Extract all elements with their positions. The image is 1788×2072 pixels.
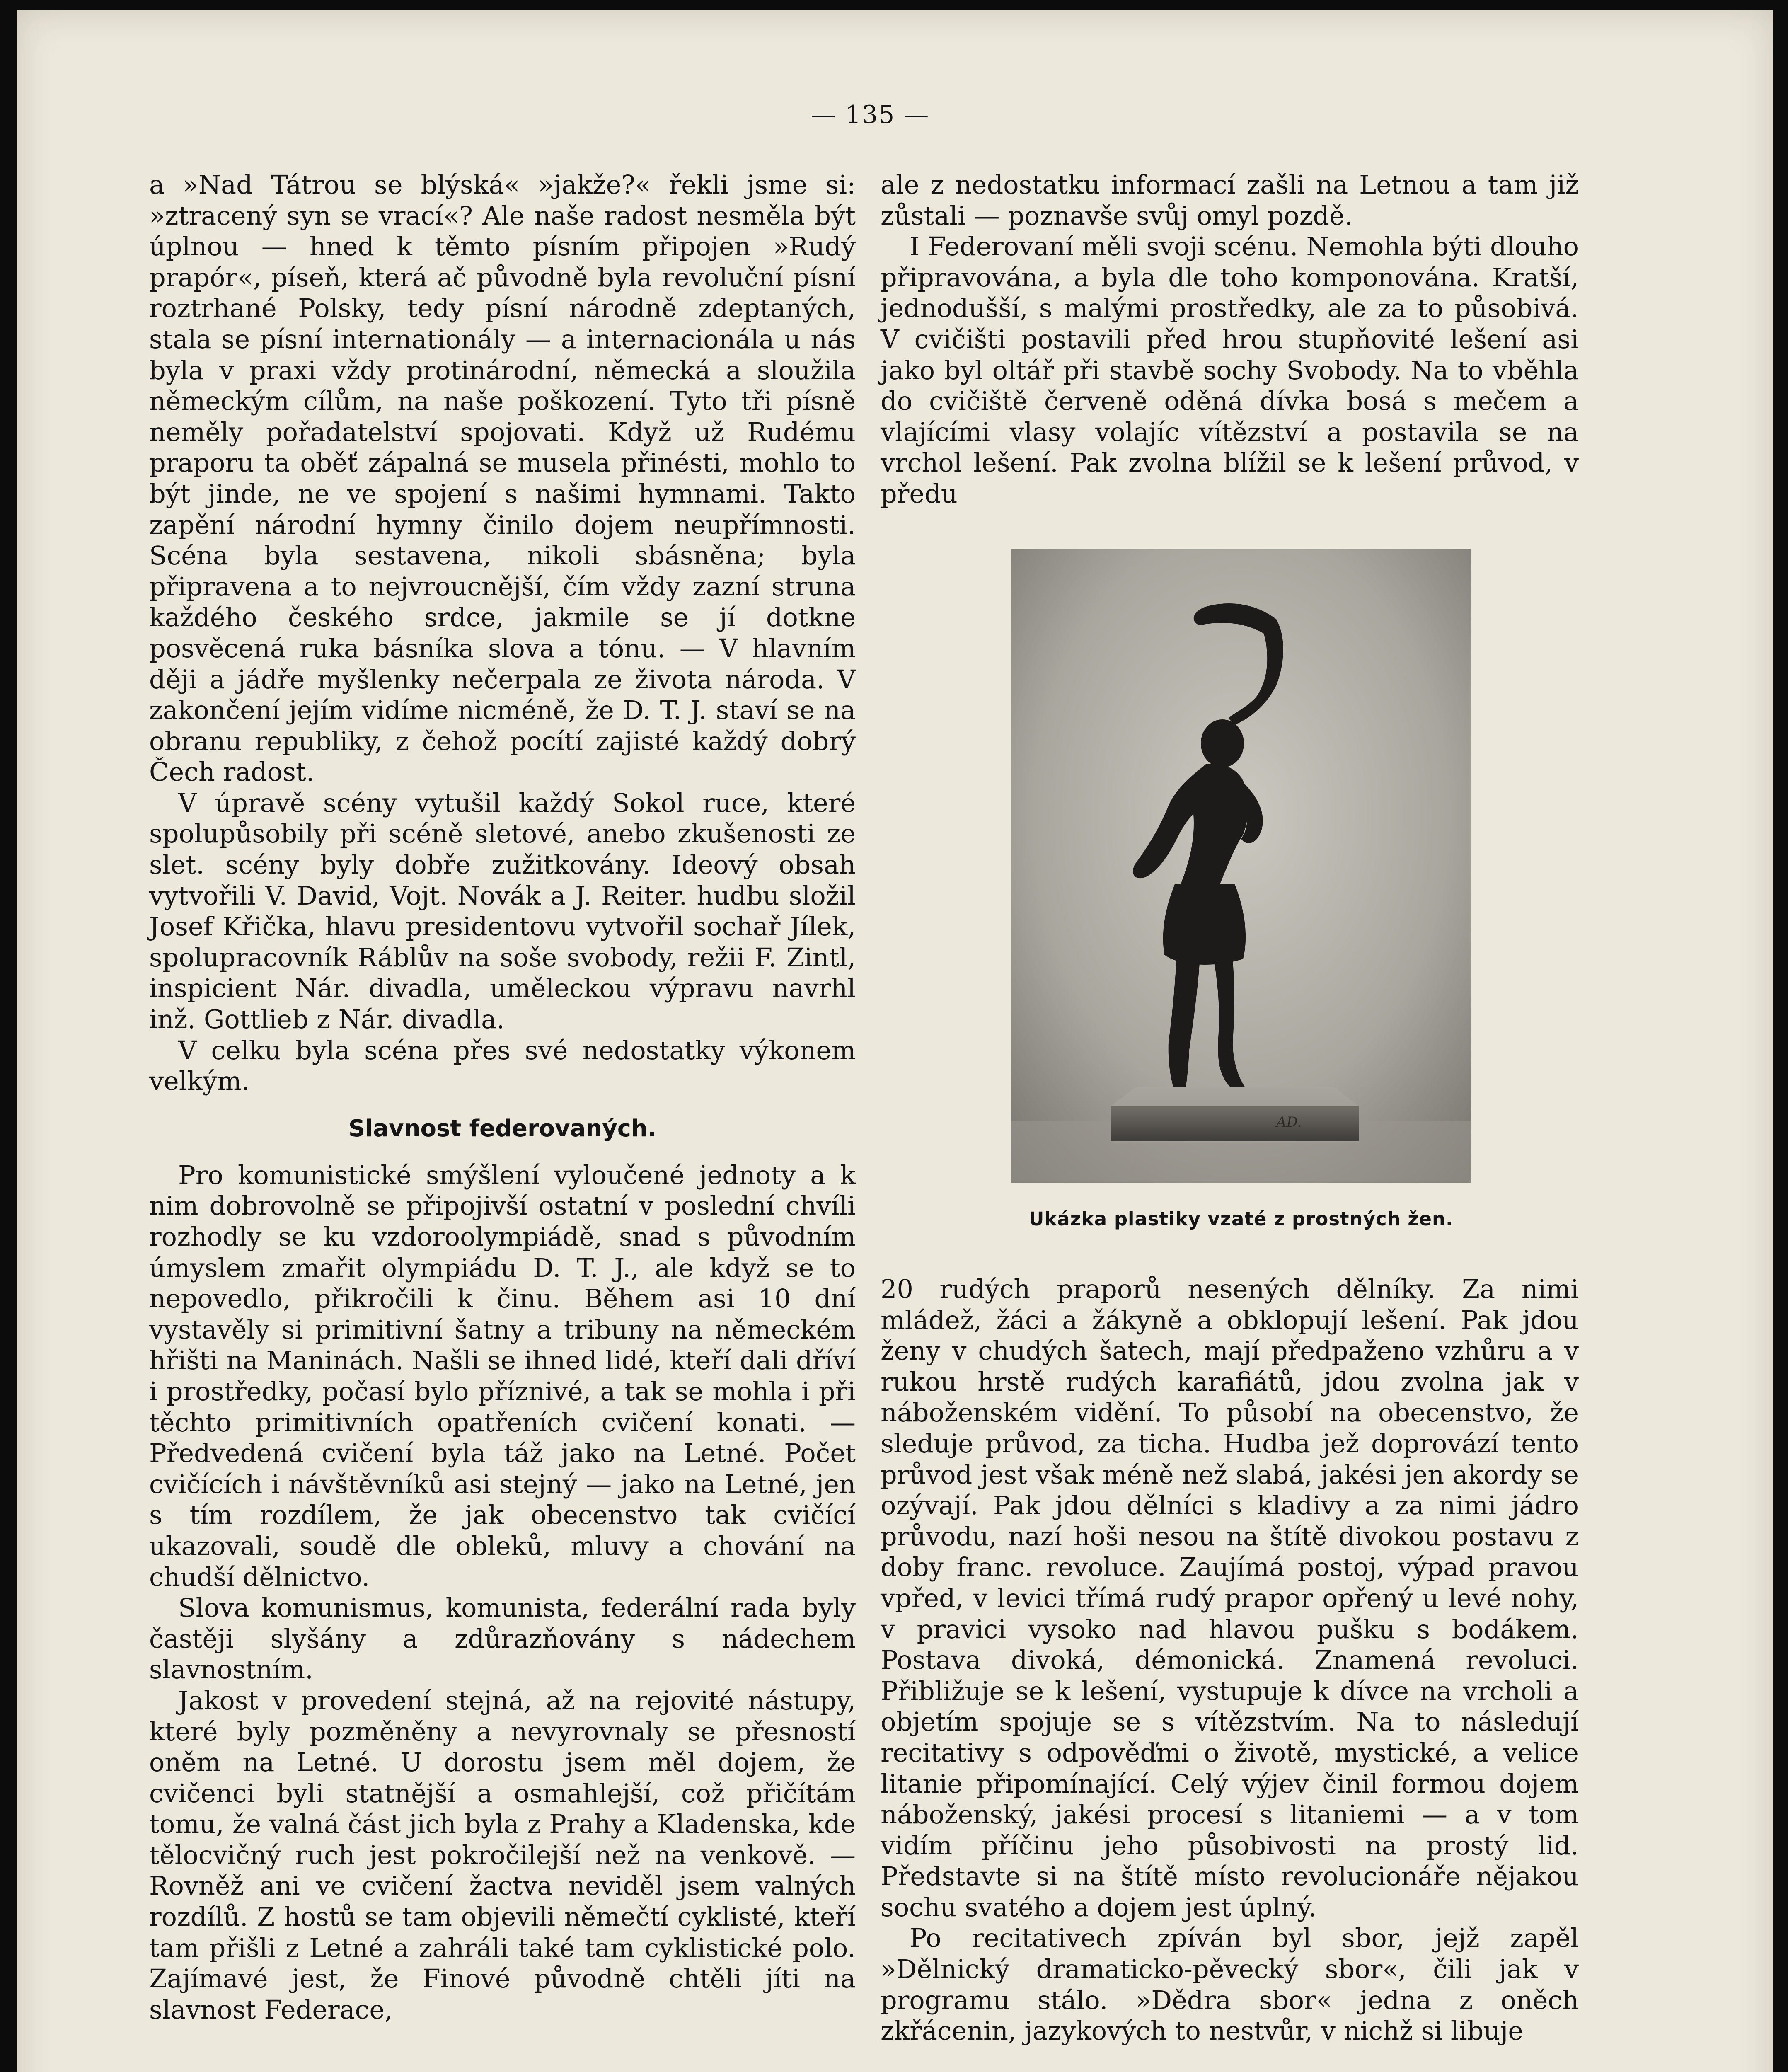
paragraph: V úpravě scény vytušil každý Sokol ruce, které spolupůsobily při scéně sletové, anebo zkušenosti ze slet. scény byly dobře zužitkovány. Ideový obsah vytvořili V. David, Vojt. Novák a J. Reiter. hudbu složil Josef Křička, hlavu presidentovu vytvořil sochař Jílek, spolupracovník Ráblův na soše svobody, režii F. Zintl, inspicient Nár. divadla, uměleckou výpravu navrhl inž. Gottlieb z Nár. divadla.	[149, 787, 856, 1035]
paragraph: Po recitativech zpíván byl sbor, jejž zapěl »Dělnický dramaticko-pěvecký sbor«, čili jak v programu stálo. »Dědra sbor« jedna z oněch zkřácenin, jazykových to nestvůr, v nichž si libuje	[881, 1923, 1579, 2046]
paragraph: I Federovaní měli svoji scénu. Nemohla býti dlouho připravována, a byla dle toho komponována. Kratší, jednodušší, s malými prostředky, ale za to působivá. V cvičišti postavili před hrou stupňovité lešení asi jako byl oltář při stavbě sochy Svobody. Na to vběhla do cvičiště červeně oděná dívka bosá s mečem a vlajícími vlasy volajíc vítězství a postavila se na vrchol lešení. Pak zvolna blížil se k lešení průvod, v předu	[881, 231, 1579, 509]
paragraph: Pro komunistické smýšlení vyloučené jednoty a k nim dobrovolně se připojivší ostatní v poslední chvíli rozhodly se ku vzdoroolympiádě, snad s původním úmyslem zmařit olympiádu D. T. J., ale když se to nepovedlo, přikročili k činu. Během asi 10 dní vystavěly si primitivní šatny a tribuny na německém hřišti na Maninách. Našli se ihned lidé, kteří dali dříví i prostředky, počasí bylo příznivé, a tak se mohla i při těchto primitivních opatřeních cvičení konati. — Předvedená cvičení byla táž jako na Letné. Počet cvičících i návštěvníků asi stejný — jako na Letné, jen s tím rozdílem, že jak obecenstvo tak cvičící ukazovali, soudě dle obleků, mluvy a chování na chudší dělnictvo.	[149, 1159, 856, 1592]
paragraph: a »Nad Tátrou se blýská« »jakže?« řekli jsme si: »ztracený syn se vrací«? Ale naše radost nesměla být úplnou — hned k těmto písním připojen »Rudý prapór«, píseň, která ač původně byla revoluční písní roztrhané Polsky, tedy písní národně zdeptaných, stala se písní internationály — a internacionála u nás byla v praxi vždy protinárodní, německá a sloužila německým cílům, na naše poškození. Tyto tři písně neměly pořadatelství spojovati. Když už Rudému praporu ta oběť zápalná se musela přinésti, mohlo to být jinde, ne ve spojení s našimi hymnami. Takto zapění národní hymny činilo dojem neupřímnosti. Scéna byla sestavena, nikoli sbásněna; byla připravena a to nejvroucnější, čím vždy zazní struna každého českého srdce, jakmile se jí dotkne posvěcená ruka básníka slova a tónu. — V hlavním ději a jádře myšlenky nečerpala ze života národa. V zakončení jejím vidíme nicméně, že D. T. J. staví se na obranu republiky, z čehož pocítí zajisté každý dobrý Čech radost.	[149, 169, 856, 787]
paragraph: Jakost v provedení stejná, až na rejovité nástupy, které byly pozměněny a nevyrovnaly se přesností oněm na Letné. U dorostu jsem měl dojem, že cvičenci byli statnější a osmahlejší, což přičítám tomu, že valná část jich byla z Prahy a Kladenska, kde tělocvičný ruch jest pokročilejší než na venkově. — Rovněž ani ve cvičení žactva neviděl jsem valných rozdílů. Z hostů se tam objevili němečtí cyklisté, kteří tam přišli z Letné a zahráli také tam cyklistické polo. Zajímavé jest, že Finové původně chtěli jíti na slavnost Federace,	[149, 1685, 856, 2025]
paragraph: 20 rudých praporů nesených dělníky. Za nimi mládež, žáci a žákyně a obklopují lešení. Pak jdou ženy v chudých šatech, mají předpaženo vzhůru a v rukou hrstě rudých karafiátů, jdou zvolna jak v náboženském vidění. To působí na obecenstvo, že sleduje průvod, za ticha. Hudba jež doprovází tento průvod jest však méně než slabá, jakési jen akordy se ozývají. Pak jdou dělníci s kladivy a za nimi jádro průvodu, nazí hoši nesou na štítě divokou postavu z doby franc. revoluce. Zaujímá postoj, výpad pravou vpřed, v levici třímá rudý prapor opřený u levé nohy, v pravici vysoko nad hlavou pušku s bodákem. Postava divoká, démonická. Znamená revoluci. Přibližuje se k lešení, vystupuje k dívce na vrcholi a objetím spojuje se s vítězstvím. Na to následují recitativy s odpověďmi o životě, mystické, a velice litanie připomínající. Celý výjev činil formou dojem náboženský, jakési procesí s litaniemi — a v tom vidím příčinu jeho působivosti na prostý lid. Představte si na štítě místo revolucionáře nějakou sochu svatého a dojem jest úplný.	[881, 1274, 1579, 1922]
paragraph: V celku byla scéna přes své nedostatky výkonem velkým.	[149, 1035, 856, 1097]
sculpture-photo	[1011, 549, 1471, 1183]
paragraph: Slova komunismus, komunista, federální rada byly častěji slyšány a zdůrazňovány s nádechem slavnostním.	[149, 1593, 856, 1685]
right-column-bottom	[881, 1274, 1579, 2047]
right-column-top	[881, 169, 1579, 510]
page	[17, 10, 1773, 2072]
sculptor-signature: AD.	[1276, 1114, 1302, 1130]
left-column	[149, 169, 856, 2025]
section-heading: Slavnost federovaných.	[348, 1115, 657, 1142]
paragraph: ale z nedostatku informací zašli na Letnou a tam již zůstali — poznavše svůj omyl pozdě.	[881, 169, 1579, 231]
page-number: — 135 —	[811, 100, 930, 129]
figure-caption: Ukázka plastiky vzaté z prostných žen.	[1028, 1208, 1454, 1230]
